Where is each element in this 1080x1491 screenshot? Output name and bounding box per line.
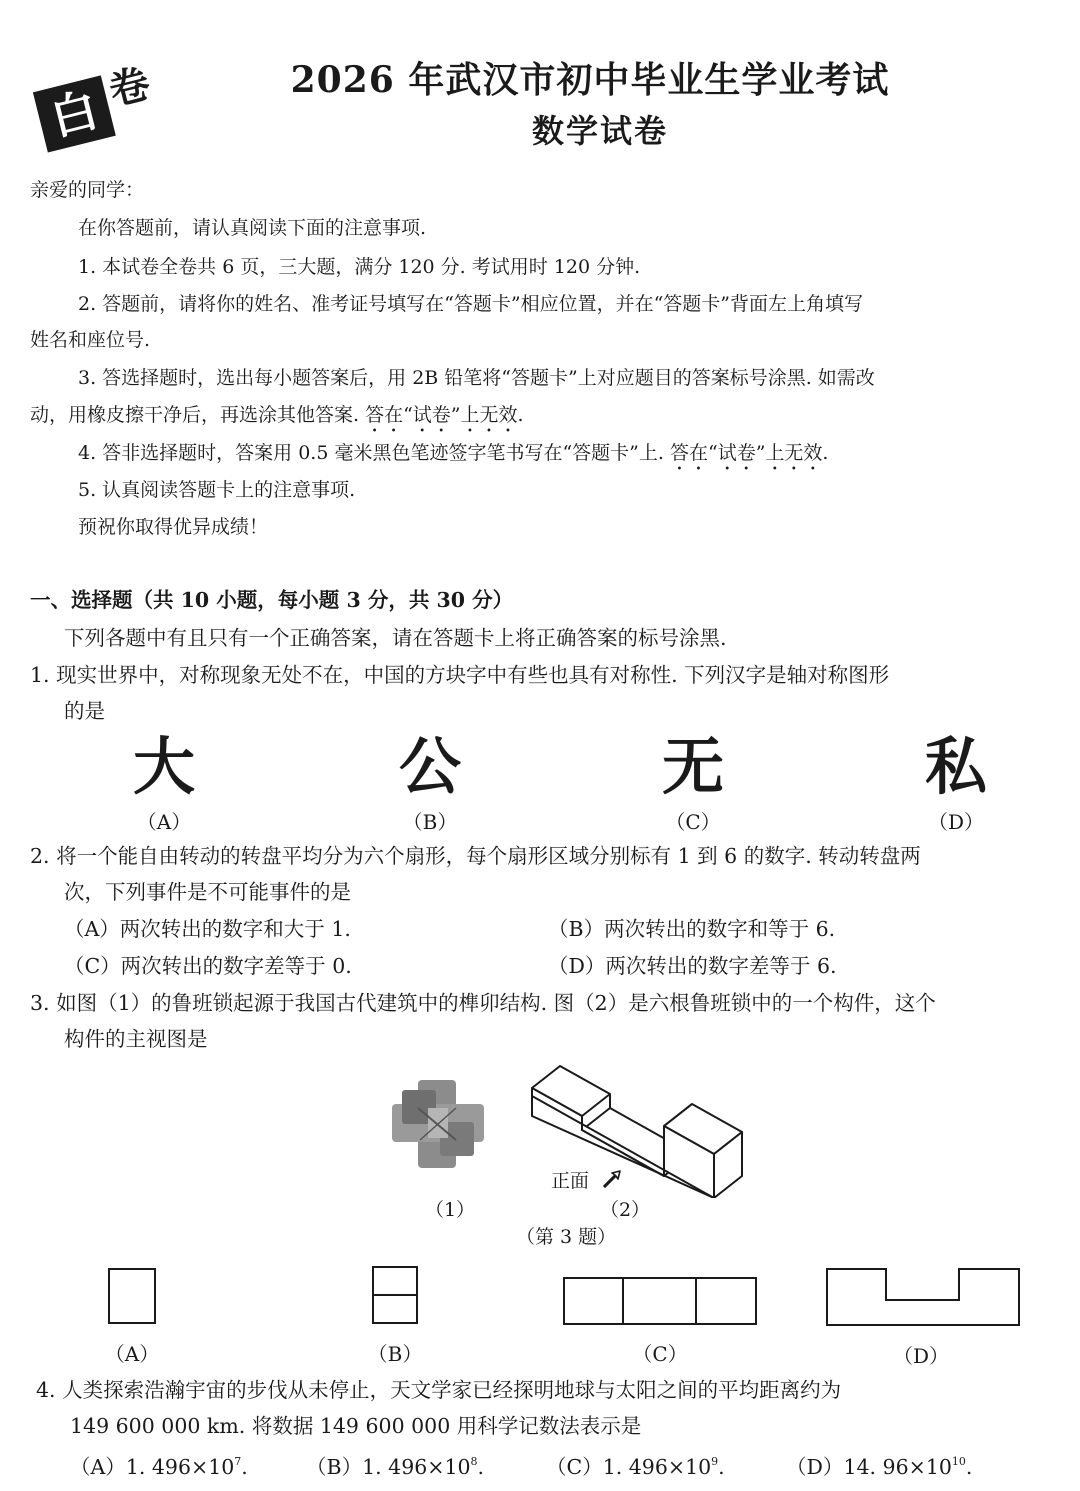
notice-item-4-end: . xyxy=(822,442,829,464)
stamp-char-juan: 卷 xyxy=(104,60,155,115)
q4-option-c-label: （C） xyxy=(546,1455,603,1479)
q4-option-b-mantissa: 1. 496×10 xyxy=(362,1455,471,1479)
notice-item-5: 5. 认真阅读答题卡上的注意事项. xyxy=(78,479,356,501)
q3-label-a: （A） xyxy=(104,1342,160,1366)
q4-option-d xyxy=(786,1448,972,1481)
question-1-text-cont: 的是 xyxy=(64,699,105,723)
q4-option-d-mantissa: 14. 96×10 xyxy=(843,1455,952,1479)
notice-wish: 预祝你取得优异成绩！ xyxy=(78,516,269,538)
notice-intro: 在你答题前，请认真阅读下面的注意事项. xyxy=(78,217,427,239)
notice-item-3: 3. 答选择题时，选出每小题答案后，用 2B 铅笔将“答题卡”上对应题目的答案标号涂黑. 如需改 xyxy=(78,367,875,389)
question-4-text-cont: 149 600 000 km. 将数据 149 600 000 用科学记数法表示是 xyxy=(70,1414,642,1438)
q4-option-b-label: （B） xyxy=(306,1455,363,1479)
front-direction-arrow-icon xyxy=(601,1168,623,1190)
q4-option-a xyxy=(70,1448,248,1481)
q4-option-c-exponent: 9 xyxy=(711,1455,719,1468)
notice-item-4-emphasis: 答在“试卷”上无效 xyxy=(669,442,823,464)
q3-fig1-label: （1） xyxy=(424,1199,476,1221)
question-2-text-cont: 次，下列事件是不可能事件的是 xyxy=(64,880,351,904)
q4-option-b-exponent: 8 xyxy=(470,1455,478,1468)
q3-option-b-shape xyxy=(372,1266,418,1324)
q1-label-b: （B） xyxy=(402,810,458,834)
q3-option-d-shape xyxy=(826,1268,1020,1326)
q3-label-c: （C） xyxy=(632,1342,688,1366)
notice-item-3-emphasis: 答在“试卷”上无效 xyxy=(365,404,518,426)
notice-item-4 xyxy=(78,440,828,475)
page-title: 2026 年武汉市初中毕业生学业考试 xyxy=(290,59,890,101)
q2-option-b: （B）两次转出的数字和等于 6. xyxy=(548,917,836,941)
notice-item-1: 1. 本试卷全卷共 6 页，三大题，满分 120 分. 考试用时 120 分钟. xyxy=(78,256,641,278)
question-3-text: 3. 如图（1）的鲁班锁起源于我国古代建筑中的榫卯结构. 图（2）是六根鲁班锁中的一个构件，这个 xyxy=(30,991,936,1015)
q1-char-d: 私 xyxy=(924,730,987,803)
q4-option-c-mantissa: 1. 496×10 xyxy=(602,1455,712,1479)
q1-char-a: 大 xyxy=(132,730,195,803)
stamp-char-bai: 白 xyxy=(33,75,116,152)
q4-option-d-label: （D） xyxy=(786,1455,844,1479)
section-title: 一、选择题（共 10 小题，每小题 3 分，共 30 分） xyxy=(30,588,514,612)
notice-item-4-text: 4. 答非选择题时，答案用 0.5 毫米黑色笔迹签字笔书写在“答题卡”上. xyxy=(78,442,670,464)
q2-option-d: （D）两次转出的数字差等于 6. xyxy=(548,954,837,978)
q2-option-c: （C）两次转出的数字差等于 0. xyxy=(64,954,352,978)
notice-item-3-end: . xyxy=(517,404,524,426)
q3-label-b: （B） xyxy=(367,1342,423,1366)
q4-option-d-exponent: 10 xyxy=(951,1455,966,1468)
page-subtitle: 数学试卷 xyxy=(531,112,668,150)
question-3-text-cont: 构件的主视图是 xyxy=(64,1027,208,1051)
q4-option-c xyxy=(546,1448,725,1481)
q4-option-b xyxy=(306,1448,484,1481)
luban-lock-image xyxy=(388,1078,488,1170)
q3-front-label: 正面 xyxy=(551,1170,590,1192)
q1-label-c: （C） xyxy=(665,810,721,834)
section-instruction: 下列各题中有且只有一个正确答案，请在答题卡上将正确答案的标号涂黑. xyxy=(64,626,727,650)
q3-label-d: （D） xyxy=(892,1344,950,1368)
q4-option-c-end: . xyxy=(718,1455,725,1479)
q3-fig2-label: （2） xyxy=(599,1199,651,1221)
q3-caption: （第 3 题） xyxy=(516,1226,617,1248)
notice-item-2: 2. 答题前，请将你的姓名、准考证号填写在“答题卡”相应位置，并在“答题卡”背面左上角填写 xyxy=(78,293,864,315)
q4-option-a-label: （A） xyxy=(70,1455,126,1479)
q4-option-d-end: . xyxy=(965,1455,973,1479)
q3-option-a-shape xyxy=(108,1268,156,1324)
q4-option-a-end: . xyxy=(241,1455,248,1479)
q4-option-a-exponent: 7 xyxy=(234,1455,242,1468)
notice-item-2-cont: 姓名和座位号. xyxy=(30,329,151,351)
q3-option-c-shape xyxy=(563,1277,757,1325)
q1-label-a: （A） xyxy=(136,810,192,834)
question-4-text: 4. 人类探索浩瀚宇宙的步伐从未停止，天文学家已经探明地球与太阳之间的平均距离约为 xyxy=(36,1378,842,1402)
q4-option-b-end: . xyxy=(477,1455,485,1479)
q4-option-a-mantissa: 1. 496×10 xyxy=(125,1455,235,1479)
q1-char-b: 公 xyxy=(398,730,461,803)
notice-item-3-cont xyxy=(30,402,524,437)
notice-item-3-text: 动，用橡皮擦干净后，再选涂其他答案. xyxy=(30,404,366,426)
question-2-text: 2. 将一个能自由转动的转盘平均分为六个扇形，每个扇形区域分别标有 1 到 6 的数字. 转动转盘两 xyxy=(30,844,921,868)
q2-option-a: （A）两次转出的数字和大于 1. xyxy=(64,917,351,941)
q1-char-c: 无 xyxy=(661,730,724,803)
notice-greeting: 亲爱的同学： xyxy=(30,179,145,201)
q1-label-d: （D） xyxy=(927,810,985,834)
question-1-text: 1. 现实世界中，对称现象无处不在，中国的方块字中有些也具有对称性. 下列汉字是轴对称图形 xyxy=(30,663,890,687)
